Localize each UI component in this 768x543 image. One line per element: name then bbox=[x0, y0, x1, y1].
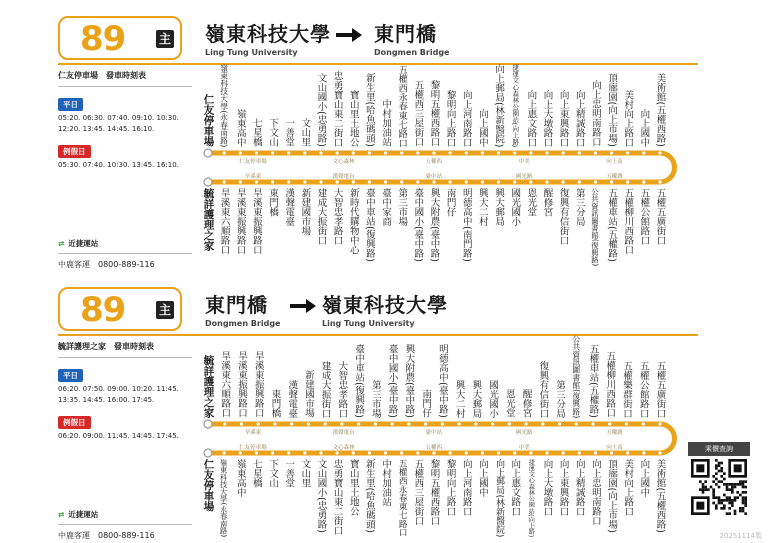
stop-label: 國光國小 bbox=[509, 188, 521, 226]
stop-dot bbox=[391, 422, 394, 425]
stop-dot bbox=[340, 422, 343, 425]
qr-code-icon bbox=[691, 459, 747, 515]
stop-label: 毓詳護理之家 bbox=[202, 355, 215, 418]
stop-label: 南門仔 bbox=[420, 389, 432, 418]
stop-dot bbox=[206, 422, 209, 425]
stop-dot bbox=[474, 422, 477, 425]
stop-dot bbox=[562, 451, 565, 454]
stop-dot bbox=[578, 180, 581, 183]
stop-label: 五權五廣街口 bbox=[654, 188, 666, 245]
stop-dot bbox=[319, 451, 322, 454]
stop-dot bbox=[658, 451, 661, 454]
operator-contact: 中鹿客運 0800-889-116 bbox=[58, 531, 155, 540]
stop-dot bbox=[303, 180, 306, 183]
stop-label: 旱溪東六順路口 bbox=[219, 351, 231, 418]
stop-label: 興大郵局 bbox=[470, 380, 482, 418]
stop-dot bbox=[424, 422, 427, 425]
stop-dot bbox=[610, 180, 613, 183]
stop-dot bbox=[610, 151, 613, 154]
stop-label: 七星橋 bbox=[250, 118, 262, 147]
stop-label: 中村加油站 bbox=[380, 459, 392, 507]
operator-contact: 中鹿客運 0800-889-116 bbox=[58, 260, 155, 269]
weekday-times-line: 06:20. 07:50. 09:00. 10:20. 11:45. bbox=[58, 385, 179, 393]
stop-dot bbox=[558, 422, 561, 425]
segment-label: 向上南 bbox=[606, 445, 623, 451]
stop-label: 臺中國小(臺中路) bbox=[386, 344, 398, 418]
stop-dot bbox=[449, 151, 452, 154]
stop-label: 向上國中 bbox=[638, 459, 650, 497]
stop-label: 向上大墩路口 bbox=[541, 459, 553, 516]
stop-dot bbox=[513, 180, 516, 183]
stop-dot bbox=[481, 451, 484, 454]
stop-label: 新建國市場 bbox=[302, 370, 314, 418]
stop-label: 興大郵局 bbox=[493, 188, 505, 226]
segment-label: 五權西 bbox=[425, 159, 443, 165]
stop-dot bbox=[594, 451, 597, 454]
stop-dot bbox=[223, 451, 226, 454]
metro-transfer-label: ⇄ 近捷運站 bbox=[58, 239, 99, 248]
stop-dot bbox=[336, 151, 339, 154]
stop-label: 五權西永春東七路口 bbox=[396, 65, 408, 148]
stop-dot bbox=[497, 180, 500, 183]
stop-dot bbox=[524, 422, 527, 425]
stop-label: 臺中車站(復興路) bbox=[363, 188, 375, 262]
stop-label: 下文山 bbox=[267, 118, 279, 147]
stop-label: 五權西三屋街口 bbox=[412, 80, 424, 147]
stop-label: 五權車站(五權路) bbox=[587, 344, 599, 418]
origin-name-en: Ling Tung University bbox=[205, 48, 298, 57]
stop-dot bbox=[271, 451, 274, 454]
stop-label: 新建國市場 bbox=[299, 188, 311, 236]
stop-label: 向上精誠路口 bbox=[573, 90, 585, 147]
stop-dot bbox=[508, 422, 511, 425]
stop-dot bbox=[324, 422, 327, 425]
stop-label: 仁友停車場 bbox=[202, 459, 215, 512]
stop-dot bbox=[223, 422, 226, 425]
stop-label: 七星橋 bbox=[250, 459, 262, 488]
stop-dot bbox=[432, 151, 435, 154]
stop-label: 寶山里土地公 bbox=[347, 90, 359, 147]
stop-dot bbox=[239, 180, 242, 183]
stop-dot bbox=[658, 151, 661, 154]
stop-label: 旱溪東振興路口 bbox=[235, 351, 247, 418]
stop-label: 醒修宮 bbox=[541, 188, 553, 217]
destination-name: 嶺東科技大學 bbox=[322, 293, 448, 317]
stop-label: 臺中國小(臺中路) bbox=[412, 188, 424, 262]
stop-label: 明德高中(南門路) bbox=[460, 188, 472, 262]
stop-dot bbox=[626, 151, 629, 154]
stop-dot bbox=[290, 422, 293, 425]
stop-dot bbox=[416, 180, 419, 183]
stop-dot bbox=[562, 151, 565, 154]
stop-dot bbox=[223, 151, 226, 154]
stop-dot bbox=[206, 451, 209, 454]
stop-dot bbox=[303, 151, 306, 154]
stop-dot bbox=[497, 151, 500, 154]
stop-dot bbox=[400, 451, 403, 454]
holiday-times-line: 06:20. 09:00. 11:45. 14:45. 17:45. bbox=[58, 432, 179, 440]
segment-label: 向上南 bbox=[606, 159, 623, 165]
stop-label: 五權柳川西路口 bbox=[622, 188, 634, 255]
segment-label: 仁友停車場 bbox=[239, 445, 267, 451]
stop-label: 五權樂群街口 bbox=[621, 361, 633, 418]
holiday-times-line: 05:30. 07:40. 10:30. 13:45. 16:10. bbox=[58, 161, 179, 169]
stop-dot bbox=[255, 451, 258, 454]
stop-label: 旱溪東振興路口 bbox=[252, 351, 264, 418]
stop-label: 建成大振街口 bbox=[315, 188, 327, 245]
weekday-times-line: 12:20. 13:45. 14:45. 16:10. bbox=[58, 125, 155, 133]
stop-dot bbox=[529, 451, 532, 454]
stop-dot bbox=[416, 451, 419, 454]
stop-label: 嶺東高中 bbox=[234, 109, 246, 147]
stop-dot bbox=[368, 151, 371, 154]
stop-label: 國光國小 bbox=[487, 380, 499, 418]
stop-label: 興大二村 bbox=[453, 380, 465, 418]
stop-label: 黎明向上路口 bbox=[444, 90, 456, 147]
stop-dot bbox=[303, 451, 306, 454]
stop-dot bbox=[541, 422, 544, 425]
route-number: 89 bbox=[80, 290, 126, 330]
stop-dot bbox=[240, 422, 243, 425]
stop-label: 第三市場 bbox=[369, 380, 381, 418]
stop-label: 大智忠孝路口 bbox=[336, 361, 348, 418]
stop-dot bbox=[625, 422, 628, 425]
segment-label: 漢聲電台 bbox=[332, 174, 355, 180]
stop-dot bbox=[400, 180, 403, 183]
stop-dot bbox=[352, 151, 355, 154]
stop-label: 復興有信街口 bbox=[557, 188, 569, 245]
schedule-title: 毓詳護理之家 發車時刻表 bbox=[58, 342, 154, 351]
stop-label: 第三分局 bbox=[554, 380, 566, 418]
stop-label: 文山里 bbox=[299, 118, 311, 147]
stop-label: 向上惠文路口 bbox=[509, 459, 521, 516]
stop-label: 捷運文心森林公園站(向上路) bbox=[527, 459, 535, 538]
stop-label: 美術館(五權西路) bbox=[654, 459, 666, 533]
stop-dot bbox=[273, 422, 276, 425]
stop-label: 東門橋 bbox=[267, 188, 279, 217]
stop-label: 黎明向上路口 bbox=[444, 459, 456, 516]
stop-dot bbox=[287, 180, 290, 183]
stop-label: 仁友停車場 bbox=[202, 94, 215, 147]
stop-label: 五權公館路口 bbox=[638, 188, 650, 245]
stop-label: 向上東興路口 bbox=[557, 90, 569, 147]
stop-label: 漢聲電臺 bbox=[283, 188, 295, 226]
stop-dot bbox=[223, 180, 226, 183]
stop-dot bbox=[255, 180, 258, 183]
stop-dot bbox=[481, 180, 484, 183]
stop-label: 美術館(五權西路) bbox=[654, 73, 666, 147]
stop-dot bbox=[529, 151, 532, 154]
stop-label: 寶山里土地公 bbox=[347, 459, 359, 516]
stop-label: 向上郵局(林新醫院) bbox=[494, 459, 505, 538]
stop-label: 文山里 bbox=[299, 459, 311, 488]
segment-label: 臺中站 bbox=[425, 430, 443, 436]
holiday-badge: 例假日 bbox=[58, 145, 91, 158]
stop-dot bbox=[441, 422, 444, 425]
stop-label: 公共資訊圖書館(復興路) bbox=[571, 335, 581, 419]
stop-dot bbox=[255, 151, 258, 154]
stop-dot bbox=[239, 451, 242, 454]
origin-name: 東門橋 bbox=[205, 293, 268, 317]
stop-label: 南門仔 bbox=[444, 188, 456, 217]
stop-dot bbox=[384, 180, 387, 183]
stop-dot bbox=[575, 422, 578, 425]
stop-dot bbox=[287, 451, 290, 454]
stop-dot bbox=[239, 151, 242, 154]
stop-dot bbox=[610, 451, 613, 454]
stop-label: 一善堂 bbox=[283, 459, 295, 488]
stop-label: 五權公館路口 bbox=[637, 361, 649, 418]
segment-label: 中美 bbox=[518, 159, 530, 165]
stop-dot bbox=[319, 151, 322, 154]
stop-label: 向上惠文路口 bbox=[525, 90, 537, 147]
stop-dot bbox=[642, 151, 645, 154]
stop-label: 一善堂 bbox=[283, 118, 295, 147]
segment-label: 文心森林 bbox=[332, 445, 355, 451]
stop-dot bbox=[336, 180, 339, 183]
stop-label: 忠勇寶山東二街口 bbox=[331, 459, 343, 535]
segment-label: 國光路 bbox=[515, 174, 533, 180]
print-date: 20251114製 bbox=[719, 532, 762, 540]
weekday-badge: 平日 bbox=[58, 369, 83, 382]
schedule-title: 仁友停車場 發車時刻表 bbox=[58, 71, 146, 80]
stop-label: 五權車站(五權路) bbox=[606, 188, 618, 262]
stop-dot bbox=[407, 422, 410, 425]
stop-label: 公共資訊圖書館(復興路) bbox=[590, 188, 600, 267]
stop-label: 向上忠明南路口 bbox=[589, 459, 601, 526]
stop-label: 捷運文心森林公園站(向上路) bbox=[511, 64, 520, 148]
stop-dot bbox=[449, 180, 452, 183]
stop-label: 向上河南路口 bbox=[460, 459, 472, 516]
stop-dot bbox=[357, 422, 360, 425]
stop-label: 恩光堂 bbox=[503, 389, 515, 418]
stop-label: 興大二村 bbox=[476, 188, 488, 226]
stop-label: 新生里(哈魚碼頭) bbox=[363, 73, 375, 147]
stop-label: 第三分局 bbox=[573, 188, 585, 226]
stop-dot bbox=[594, 151, 597, 154]
stop-dot bbox=[562, 180, 565, 183]
segment-label: 五權路 bbox=[606, 174, 623, 180]
stop-dot bbox=[497, 451, 500, 454]
stop-dot bbox=[545, 180, 548, 183]
stop-dot bbox=[271, 180, 274, 183]
weekday-badge: 平日 bbox=[58, 98, 83, 111]
stop-label: 明德高中(臺中路) bbox=[436, 344, 448, 418]
stop-dot bbox=[465, 151, 468, 154]
stop-dot bbox=[336, 451, 339, 454]
stop-dot bbox=[352, 451, 355, 454]
stop-label: 向上大墩路口 bbox=[541, 90, 553, 147]
stop-label: 醒修宮 bbox=[520, 389, 532, 418]
stop-dot bbox=[307, 422, 310, 425]
segment-label: 文心森林 bbox=[332, 159, 355, 165]
stop-label: 向上郵局(林新醫院) bbox=[493, 64, 505, 148]
segment-label: 五權路 bbox=[606, 430, 623, 436]
stop-dot bbox=[458, 422, 461, 425]
stop-label: 旱溪東六順路口 bbox=[218, 188, 230, 255]
stop-label: 向上河南路口 bbox=[460, 90, 472, 147]
stop-label: 美村向上路口 bbox=[622, 459, 634, 516]
stop-label: 五權五廣街口 bbox=[654, 361, 666, 418]
stop-label: 大智忠孝路口 bbox=[331, 188, 343, 245]
stop-label: 恩光堂 bbox=[525, 188, 537, 217]
stop-dot bbox=[319, 180, 322, 183]
route-number: 89 bbox=[80, 19, 126, 59]
stop-label: 復興有信街口 bbox=[537, 361, 549, 418]
stop-label: 東門橋 bbox=[269, 389, 281, 418]
weekday-times-line: 13:35. 14:45. 16:00. 17:45. bbox=[58, 396, 155, 404]
stop-dot bbox=[513, 151, 516, 154]
stop-label: 向上國中 bbox=[638, 109, 650, 147]
segment-label: 旱溪東 bbox=[244, 174, 262, 180]
fare-query-qr[interactable] bbox=[688, 442, 750, 520]
stop-dot bbox=[529, 180, 532, 183]
stop-label: 新生里(哈魚碼頭) bbox=[363, 459, 375, 533]
route-tag: 主 bbox=[156, 30, 174, 48]
stop-label: 頂廍園(向上市場) bbox=[606, 459, 618, 533]
stop-dot bbox=[432, 451, 435, 454]
stop-dot bbox=[658, 422, 661, 425]
stop-label: 向上國中 bbox=[476, 459, 488, 497]
stop-dot bbox=[513, 451, 516, 454]
stop-dot bbox=[642, 451, 645, 454]
stop-dot bbox=[491, 422, 494, 425]
segment-label: 中美 bbox=[518, 445, 530, 451]
stop-dot bbox=[642, 422, 645, 425]
stop-dot bbox=[594, 180, 597, 183]
destination-name-en: Dongmen Bridge bbox=[374, 48, 450, 57]
segment-label: 國光路 bbox=[515, 430, 533, 436]
stop-dot bbox=[368, 451, 371, 454]
stop-label: 五權西三屋街口 bbox=[412, 459, 424, 526]
stop-label: 建成大振街口 bbox=[319, 361, 331, 418]
stop-dot bbox=[416, 151, 419, 154]
route-panel-outbound bbox=[0, 0, 768, 271]
stop-label: 文山國小(忠勇路) bbox=[315, 73, 327, 147]
metro-transfer-label: ⇄ 近捷運站 bbox=[58, 510, 99, 519]
stop-dot bbox=[626, 451, 629, 454]
stop-dot bbox=[449, 451, 452, 454]
stop-label: 興大附農(臺中路) bbox=[428, 188, 440, 262]
qr-label: 乘價查詢 bbox=[688, 442, 750, 456]
stop-label: 中村加油站 bbox=[380, 99, 392, 147]
stop-label: 嶺東科技大學(永春南路) bbox=[219, 64, 229, 148]
stop-dot bbox=[287, 151, 290, 154]
stop-label: 毓詳護理之家 bbox=[202, 188, 215, 251]
stop-label: 旱溪東振興路口 bbox=[234, 188, 246, 255]
stop-dot bbox=[545, 451, 548, 454]
stop-dot bbox=[658, 180, 661, 183]
stop-label: 黎明五權西路口 bbox=[428, 80, 440, 147]
stop-dot bbox=[578, 451, 581, 454]
stop-label: 黎明五權西路口 bbox=[428, 459, 440, 526]
route-tag: 主 bbox=[156, 301, 174, 319]
segment-label: 仁友停車場 bbox=[239, 159, 267, 165]
stop-dot bbox=[271, 151, 274, 154]
stop-dot bbox=[368, 180, 371, 183]
segment-label: 漢聲電台 bbox=[332, 430, 355, 436]
stop-dot bbox=[608, 422, 611, 425]
stop-dot bbox=[481, 151, 484, 154]
stop-label: 新時代購物中心 bbox=[347, 188, 359, 255]
stop-label: 嶺東高中 bbox=[234, 459, 246, 497]
route-panel-return bbox=[0, 271, 768, 542]
holiday-badge: 例假日 bbox=[58, 416, 91, 429]
destination-name-en: Ling Tung University bbox=[322, 319, 415, 328]
origin-name-en: Dongmen Bridge bbox=[205, 319, 281, 328]
stop-label: 五權西永春東七路口 bbox=[397, 459, 408, 537]
stop-dot bbox=[642, 180, 645, 183]
stop-label: 頂廍園(向上市場) bbox=[606, 73, 618, 147]
stop-dot bbox=[465, 180, 468, 183]
segment-label: 旱溪東 bbox=[244, 430, 262, 436]
segment-label: 五權西 bbox=[425, 445, 443, 451]
stop-label: 第三市場 bbox=[396, 188, 408, 226]
stop-dot bbox=[400, 151, 403, 154]
stop-dot bbox=[206, 180, 209, 183]
stop-label: 臺中家商 bbox=[380, 188, 392, 226]
stop-label: 向上東興路口 bbox=[557, 459, 569, 516]
stop-label: 美村向上路口 bbox=[622, 90, 634, 147]
stop-dot bbox=[384, 151, 387, 154]
stop-label: 漢聲電臺 bbox=[286, 380, 298, 418]
stop-dot bbox=[257, 422, 260, 425]
stop-dot bbox=[591, 422, 594, 425]
stop-dot bbox=[384, 451, 387, 454]
origin-name: 嶺東科技大學 bbox=[205, 22, 331, 46]
stop-dot bbox=[465, 451, 468, 454]
stop-dot bbox=[626, 180, 629, 183]
stop-dot bbox=[545, 151, 548, 154]
weekday-times-line: 05:20. 06:30. 07:40. 09:10. 10:30. bbox=[58, 114, 179, 122]
stop-label: 五權柳川西路口 bbox=[604, 351, 616, 418]
stop-label: 興大附農(臺中路) bbox=[403, 344, 415, 418]
stop-label: 忠勇寶山東二街口 bbox=[331, 71, 343, 147]
stop-label: 嶺東科技大學(永春南路) bbox=[219, 459, 229, 538]
stop-label: 臺中車站(復興路) bbox=[353, 344, 365, 418]
stop-dot bbox=[206, 151, 209, 154]
destination-name: 東門橋 bbox=[374, 22, 437, 46]
stop-dot bbox=[432, 180, 435, 183]
stop-label: 文山國小(忠勇路) bbox=[315, 459, 327, 533]
stop-dot bbox=[352, 180, 355, 183]
segment-label: 臺中站 bbox=[425, 174, 443, 180]
stop-dot bbox=[374, 422, 377, 425]
stop-label: 旱溪東振興路口 bbox=[250, 188, 262, 255]
metro-icon: ⇄ bbox=[58, 239, 65, 248]
metro-icon: ⇄ bbox=[58, 510, 65, 519]
stop-label: 向上國中 bbox=[476, 109, 488, 147]
stop-label: 下文山 bbox=[267, 459, 279, 488]
stop-label: 向上精誠路口 bbox=[573, 459, 585, 516]
stop-label: 向上忠明南路口 bbox=[589, 80, 601, 147]
stop-dot bbox=[578, 151, 581, 154]
